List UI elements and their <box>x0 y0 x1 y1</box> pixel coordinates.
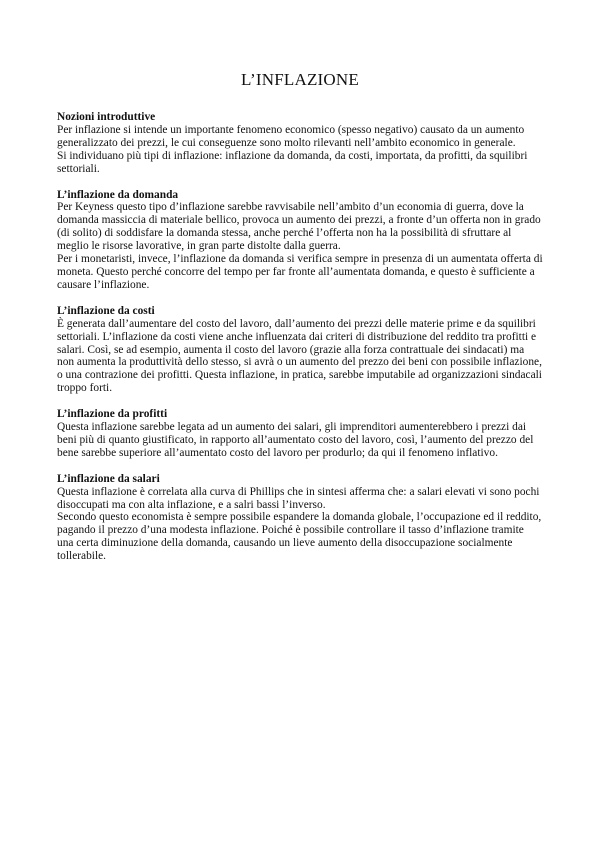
section-nozioni-introduttive <box>57 111 543 176</box>
section-heading: L’inflazione da salari <box>57 472 160 485</box>
section-inflazione-da-costi <box>57 305 543 395</box>
paragraph: Secondo questo economista è sempre possibile espandere la domanda globale, l’occupazione ed il reddito, pagando il prezzo d’una modesta inflazione. Poiché è possibile controllare il tasso d’inflazione tramite una certa diminuzione della domanda, causando un lieve aumento della disoccupazione socialmente tollerabile. <box>57 511 542 563</box>
paragraph: Per i monetaristi, invece, l’inflazione da domanda si verifica sempre in presenza di un aumentata offerta di moneta. Questo perché concorre del tempo per far fronte all’aumentata domanda, e questo è sufficiente a causare l’inflazione. <box>57 253 543 291</box>
paragraph: Per Keyness questo tipo d’inflazione sarebbe ravvisabile nell’ambito d’un economia di guerra, dove la domanda massiccia di materiale bellico, provoca un aumento dei prezzi, a fronte d’un offerta non in grado (di solito) di soddisfare la domanda stessa, anche perché l’offerta non ha la possibilità di sfruttare al meglio le risorse lavorative, in gran parte distolte dalla guerra. <box>57 201 541 253</box>
paragraph: Questa inflazione sarebbe legata ad un aumento dei salari, gli imprenditori aumenterebbero i prezzi dai beni più di quanto giustificato, in rapporto all’aumentato costo del lavoro, così, l’aumento del prezzo del bene sarebbe superiore all’aumentato costo del lavoro per produrlo; da qui il fenomeno inflativo. <box>57 421 534 459</box>
section-heading: L’inflazione da costi <box>57 304 155 317</box>
paragraph: È generata dall’aumentare del costo del lavoro, dall’aumento dei prezzi delle materie prime e da squilibri settoriali. L’inflazione da costi viene anche influenzata dai criteri di distribuzione del reddito tra profitti e salari. Così, se ad esempio, aumenta il costo del lavoro (grazie alla forza contrattuale dei sindacati) ma non aumenta la produttività dello stesso, si avrà o un aumento del prezzo dei beni con possibile inflazione, o una contrazione dei profitti. Questa inflazione, in pratica, sarebbe imputabile ad organizzazioni sindacali troppo forti. <box>57 317 542 395</box>
section-inflazione-da-domanda <box>57 189 543 292</box>
section-inflazione-da-profitti <box>57 408 543 460</box>
document-title: L’INFLAZIONE <box>241 70 359 89</box>
document-page <box>57 70 543 576</box>
paragraph: Questa inflazione è correlata alla curva di Phillips che in sintesi afferma che: a salari elevati vi sono pochi disoccupati ma con alta inflazione, e a salri bassi l’inverso. <box>57 485 540 511</box>
section-inflazione-da-salari <box>57 473 543 563</box>
paragraph: Si individuano più tipi di inflazione: inflazione da domanda, da costi, importata, da profitti, da squilibri settoriali. <box>57 149 528 175</box>
section-heading: Nozioni introduttive <box>57 111 156 123</box>
paragraph: Per inflazione si intende un importante fenomeno economico (spesso negativo) causato da un aumento generalizzato dei prezzi, le cui conseguenze sono molto rilevanti nell’ambito economico in generale. <box>57 123 525 149</box>
section-heading: L’inflazione da domanda <box>57 188 179 201</box>
section-heading: L’inflazione da profitti <box>57 408 168 421</box>
